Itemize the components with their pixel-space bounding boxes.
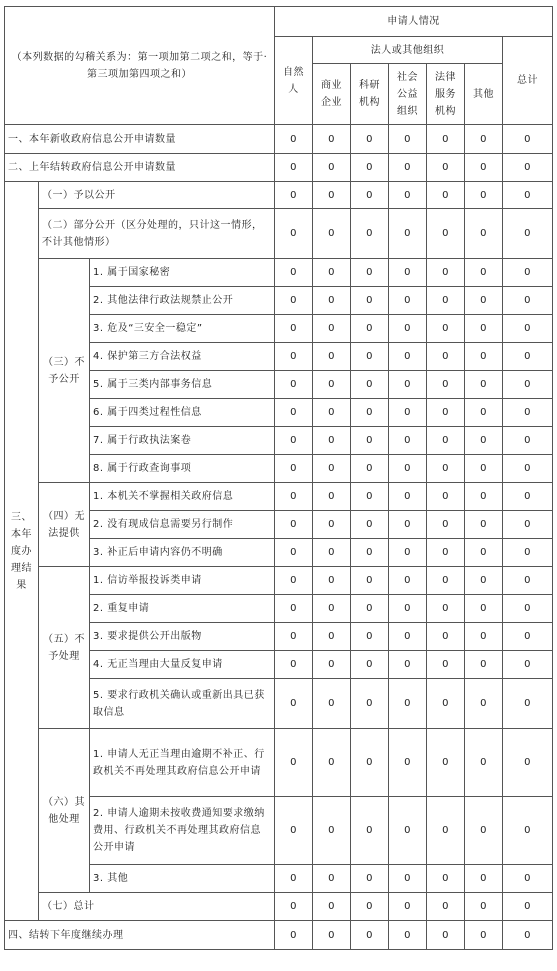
value-cell: 0 bbox=[275, 511, 313, 539]
value-cell: 0 bbox=[389, 125, 427, 154]
value-cell: 0 bbox=[389, 893, 427, 921]
value-cell: 0 bbox=[465, 483, 503, 511]
value-cell: 0 bbox=[275, 679, 313, 729]
value-cell: 0 bbox=[313, 455, 351, 483]
value-cell: 0 bbox=[503, 483, 553, 511]
value-cell: 0 bbox=[313, 729, 351, 797]
value-cell: 0 bbox=[427, 343, 465, 371]
value-cell: 0 bbox=[503, 679, 553, 729]
group-cannot-provide-item-label: 2. 没有现成信息需要另行制作 bbox=[90, 511, 275, 539]
value-cell: 0 bbox=[313, 399, 351, 427]
row-carried-over-label: 二、上年结转政府信息公开申请数量 bbox=[5, 154, 275, 182]
value-cell: 0 bbox=[351, 399, 389, 427]
value-cell: 0 bbox=[351, 483, 389, 511]
value-cell: 0 bbox=[351, 315, 389, 343]
value-cell: 0 bbox=[275, 893, 313, 921]
value-cell: 0 bbox=[427, 154, 465, 182]
value-cell: 0 bbox=[427, 455, 465, 483]
value-cell: 0 bbox=[503, 343, 553, 371]
group-not-disclosed-item-label: 2. 其他法律行政法规禁止公开 bbox=[90, 287, 275, 315]
value-cell: 0 bbox=[313, 865, 351, 893]
table-row bbox=[5, 154, 553, 182]
value-cell: 0 bbox=[313, 154, 351, 182]
value-cell: 0 bbox=[503, 455, 553, 483]
group-other-processing-item-label: 2. 申请人逾期未按收费通知要求缴纳费用、行政机关不再处理其政府信息公开申请 bbox=[90, 797, 275, 865]
value-cell: 0 bbox=[275, 259, 313, 287]
value-cell: 0 bbox=[427, 259, 465, 287]
value-cell: 0 bbox=[351, 371, 389, 399]
value-cell: 0 bbox=[503, 539, 553, 567]
row-partial-label: （二）部分公开（区分处理的，只计这一情形，不计其他情形） bbox=[39, 209, 275, 259]
value-cell: 0 bbox=[465, 893, 503, 921]
group-not-disclosed-item-label: 8. 属于行政查询事项 bbox=[90, 455, 275, 483]
value-cell: 0 bbox=[427, 797, 465, 865]
value-cell: 0 bbox=[465, 865, 503, 893]
value-cell: 0 bbox=[427, 595, 465, 623]
value-cell: 0 bbox=[503, 399, 553, 427]
value-cell: 0 bbox=[503, 729, 553, 797]
value-cell: 0 bbox=[427, 511, 465, 539]
value-cell: 0 bbox=[313, 567, 351, 595]
value-cell: 0 bbox=[389, 209, 427, 259]
header-natural-person: 自然人 bbox=[275, 37, 313, 125]
value-cell: 0 bbox=[351, 797, 389, 865]
value-cell: 0 bbox=[275, 315, 313, 343]
value-cell: 0 bbox=[389, 595, 427, 623]
group-cannot-provide-item-label: 3. 补正后申请内容仍不明确 bbox=[90, 539, 275, 567]
value-cell: 0 bbox=[389, 154, 427, 182]
value-cell: 0 bbox=[503, 427, 553, 455]
value-cell: 0 bbox=[427, 651, 465, 679]
value-cell: 0 bbox=[427, 679, 465, 729]
group-other-processing-label: （六）其他处理 bbox=[39, 729, 90, 893]
value-cell: 0 bbox=[389, 483, 427, 511]
value-cell: 0 bbox=[351, 865, 389, 893]
row-new-applications-label: 一、本年新收政府信息公开申请数量 bbox=[5, 125, 275, 154]
value-cell: 0 bbox=[503, 595, 553, 623]
value-cell: 0 bbox=[275, 427, 313, 455]
value-cell: 0 bbox=[389, 921, 427, 950]
group-not-disclosed-item-label: 7. 属于行政执法案卷 bbox=[90, 427, 275, 455]
value-cell: 0 bbox=[351, 125, 389, 154]
value-cell: 0 bbox=[389, 399, 427, 427]
value-cell: 0 bbox=[313, 511, 351, 539]
value-cell: 0 bbox=[313, 679, 351, 729]
value-cell: 0 bbox=[465, 209, 503, 259]
group-not-processed-item-label: 3. 要求提供公开出版物 bbox=[90, 623, 275, 651]
value-cell: 0 bbox=[389, 729, 427, 797]
value-cell: 0 bbox=[427, 399, 465, 427]
group-not-processed-item-label: 2. 重复申请 bbox=[90, 595, 275, 623]
group-other-processing-item-label: 3. 其他 bbox=[90, 865, 275, 893]
value-cell: 0 bbox=[313, 595, 351, 623]
value-cell: 0 bbox=[313, 182, 351, 209]
value-cell: 0 bbox=[275, 539, 313, 567]
value-cell: 0 bbox=[503, 567, 553, 595]
value-cell: 0 bbox=[389, 623, 427, 651]
value-cell: 0 bbox=[465, 651, 503, 679]
table-row bbox=[5, 483, 553, 511]
value-cell: 0 bbox=[465, 679, 503, 729]
value-cell: 0 bbox=[503, 921, 553, 950]
value-cell: 0 bbox=[503, 287, 553, 315]
value-cell: 0 bbox=[503, 651, 553, 679]
value-cell: 0 bbox=[351, 651, 389, 679]
value-cell: 0 bbox=[275, 865, 313, 893]
value-cell: 0 bbox=[465, 595, 503, 623]
value-cell: 0 bbox=[351, 921, 389, 950]
value-cell: 0 bbox=[275, 483, 313, 511]
value-cell: 0 bbox=[465, 125, 503, 154]
value-cell: 0 bbox=[313, 921, 351, 950]
value-cell: 0 bbox=[275, 455, 313, 483]
value-cell: 0 bbox=[503, 623, 553, 651]
value-cell: 0 bbox=[351, 567, 389, 595]
value-cell: 0 bbox=[427, 893, 465, 921]
value-cell: 0 bbox=[503, 125, 553, 154]
value-cell: 0 bbox=[313, 209, 351, 259]
value-cell: 0 bbox=[275, 399, 313, 427]
value-cell: 0 bbox=[389, 427, 427, 455]
value-cell: 0 bbox=[351, 729, 389, 797]
value-cell: 0 bbox=[465, 182, 503, 209]
value-cell: 0 bbox=[465, 259, 503, 287]
section-3-label: 三、本年度办理结果 bbox=[5, 182, 39, 921]
value-cell: 0 bbox=[351, 623, 389, 651]
group-not-disclosed-item-label: 4. 保护第三方合法权益 bbox=[90, 343, 275, 371]
value-cell: 0 bbox=[503, 259, 553, 287]
group-not-processed-item-label: 4. 无正当理由大量反复申请 bbox=[90, 651, 275, 679]
value-cell: 0 bbox=[389, 371, 427, 399]
value-cell: 0 bbox=[351, 679, 389, 729]
value-cell: 0 bbox=[427, 371, 465, 399]
header-legal-service: 法律服务机构 bbox=[427, 64, 465, 125]
value-cell: 0 bbox=[465, 797, 503, 865]
value-cell: 0 bbox=[427, 539, 465, 567]
value-cell: 0 bbox=[275, 595, 313, 623]
value-cell: 0 bbox=[389, 539, 427, 567]
value-cell: 0 bbox=[313, 427, 351, 455]
value-cell: 0 bbox=[503, 511, 553, 539]
value-cell: 0 bbox=[275, 567, 313, 595]
value-cell: 0 bbox=[503, 371, 553, 399]
value-cell: 0 bbox=[275, 623, 313, 651]
value-cell: 0 bbox=[389, 679, 427, 729]
value-cell: 0 bbox=[351, 455, 389, 483]
group-cannot-provide-label: （四）无法提供 bbox=[39, 483, 90, 567]
value-cell: 0 bbox=[313, 623, 351, 651]
value-cell: 0 bbox=[351, 287, 389, 315]
value-cell: 0 bbox=[389, 455, 427, 483]
value-cell: 0 bbox=[313, 259, 351, 287]
value-cell: 0 bbox=[465, 399, 503, 427]
table-row bbox=[5, 729, 553, 797]
value-cell: 0 bbox=[275, 209, 313, 259]
row-carry-forward-label: 四、结转下年度继续办理 bbox=[5, 921, 275, 950]
value-cell: 0 bbox=[389, 287, 427, 315]
value-cell: 0 bbox=[465, 921, 503, 950]
value-cell: 0 bbox=[351, 182, 389, 209]
value-cell: 0 bbox=[465, 567, 503, 595]
value-cell: 0 bbox=[427, 427, 465, 455]
value-cell: 0 bbox=[389, 259, 427, 287]
value-cell: 0 bbox=[275, 154, 313, 182]
header-legal-group: 法人或其他组织 bbox=[313, 37, 503, 64]
value-cell: 0 bbox=[351, 595, 389, 623]
value-cell: 0 bbox=[275, 651, 313, 679]
value-cell: 0 bbox=[313, 125, 351, 154]
value-cell: 0 bbox=[427, 729, 465, 797]
header-applicant: 申请人情况 bbox=[275, 7, 553, 37]
value-cell: 0 bbox=[351, 539, 389, 567]
value-cell: 0 bbox=[351, 427, 389, 455]
row-subtotal-label: （七）总计 bbox=[39, 893, 275, 921]
value-cell: 0 bbox=[351, 259, 389, 287]
header-social: 社会公益组织 bbox=[389, 64, 427, 125]
header-other: 其他 bbox=[465, 64, 503, 125]
value-cell: 0 bbox=[389, 651, 427, 679]
value-cell: 0 bbox=[389, 797, 427, 865]
value-cell: 0 bbox=[465, 455, 503, 483]
table-row bbox=[5, 567, 553, 595]
value-cell: 0 bbox=[465, 371, 503, 399]
value-cell: 0 bbox=[465, 539, 503, 567]
value-cell: 0 bbox=[351, 893, 389, 921]
group-not-processed-item-label: 5. 要求行政机关确认或重新出具已获取信息 bbox=[90, 679, 275, 729]
value-cell: 0 bbox=[503, 315, 553, 343]
value-cell: 0 bbox=[427, 567, 465, 595]
value-cell: 0 bbox=[465, 287, 503, 315]
table-row bbox=[5, 921, 553, 950]
value-cell: 0 bbox=[313, 893, 351, 921]
group-not-disclosed-item-label: 3. 危及“三安全一稳定” bbox=[90, 315, 275, 343]
value-cell: 0 bbox=[351, 209, 389, 259]
value-cell: 0 bbox=[427, 623, 465, 651]
value-cell: 0 bbox=[351, 511, 389, 539]
value-cell: 0 bbox=[503, 154, 553, 182]
value-cell: 0 bbox=[465, 623, 503, 651]
value-cell: 0 bbox=[275, 921, 313, 950]
value-cell: 0 bbox=[465, 315, 503, 343]
value-cell: 0 bbox=[427, 483, 465, 511]
value-cell: 0 bbox=[275, 797, 313, 865]
group-other-processing-item-label: 1. 申请人无正当理由逾期不补正、行政机关不再处理其政府信息公开申请 bbox=[90, 729, 275, 797]
value-cell: 0 bbox=[313, 797, 351, 865]
group-not-disclosed-item-label: 1. 属于国家秘密 bbox=[90, 259, 275, 287]
row-disclosed-label: （一）予以公开 bbox=[39, 182, 275, 209]
value-cell: 0 bbox=[389, 511, 427, 539]
group-not-disclosed-label: （三）不予公开 bbox=[39, 259, 90, 483]
value-cell: 0 bbox=[313, 343, 351, 371]
header-commercial: 商业企业 bbox=[313, 64, 351, 125]
value-cell: 0 bbox=[313, 483, 351, 511]
table-row bbox=[5, 182, 553, 209]
value-cell: 0 bbox=[313, 651, 351, 679]
value-cell: 0 bbox=[275, 125, 313, 154]
value-cell: 0 bbox=[503, 797, 553, 865]
value-cell: 0 bbox=[389, 315, 427, 343]
value-cell: 0 bbox=[313, 287, 351, 315]
value-cell: 0 bbox=[275, 287, 313, 315]
value-cell: 0 bbox=[313, 539, 351, 567]
value-cell: 0 bbox=[275, 182, 313, 209]
value-cell: 0 bbox=[465, 729, 503, 797]
table-row bbox=[5, 893, 553, 921]
value-cell: 0 bbox=[465, 343, 503, 371]
value-cell: 0 bbox=[503, 893, 553, 921]
gov-info-disclosure-table bbox=[4, 6, 553, 950]
header-description: （本列数据的勾稽关系为：第一项加第二项之和，等于·第三项加第四项之和） bbox=[5, 7, 275, 125]
group-not-processed-item-label: 1. 信访举报投诉类申请 bbox=[90, 567, 275, 595]
value-cell: 0 bbox=[427, 125, 465, 154]
value-cell: 0 bbox=[465, 511, 503, 539]
value-cell: 0 bbox=[427, 865, 465, 893]
value-cell: 0 bbox=[427, 287, 465, 315]
value-cell: 0 bbox=[427, 315, 465, 343]
value-cell: 0 bbox=[503, 182, 553, 209]
group-not-disclosed-item-label: 5. 属于三类内部事务信息 bbox=[90, 371, 275, 399]
header-research: 科研机构 bbox=[351, 64, 389, 125]
value-cell: 0 bbox=[427, 209, 465, 259]
value-cell: 0 bbox=[351, 343, 389, 371]
value-cell: 0 bbox=[427, 921, 465, 950]
value-cell: 0 bbox=[503, 209, 553, 259]
value-cell: 0 bbox=[275, 371, 313, 399]
value-cell: 0 bbox=[389, 865, 427, 893]
value-cell: 0 bbox=[465, 154, 503, 182]
value-cell: 0 bbox=[427, 182, 465, 209]
value-cell: 0 bbox=[465, 427, 503, 455]
table-row bbox=[5, 259, 553, 287]
value-cell: 0 bbox=[503, 865, 553, 893]
value-cell: 0 bbox=[275, 729, 313, 797]
value-cell: 0 bbox=[351, 154, 389, 182]
group-not-disclosed-item-label: 6. 属于四类过程性信息 bbox=[90, 399, 275, 427]
value-cell: 0 bbox=[389, 182, 427, 209]
value-cell: 0 bbox=[313, 371, 351, 399]
value-cell: 0 bbox=[275, 343, 313, 371]
value-cell: 0 bbox=[389, 343, 427, 371]
value-cell: 0 bbox=[313, 315, 351, 343]
group-cannot-provide-item-label: 1. 本机关不掌握相关政府信息 bbox=[90, 483, 275, 511]
table-row bbox=[5, 125, 553, 154]
table-row bbox=[5, 209, 553, 259]
value-cell: 0 bbox=[389, 567, 427, 595]
group-not-processed-label: （五）不予处理 bbox=[39, 567, 90, 729]
header-total: 总计 bbox=[503, 37, 553, 125]
